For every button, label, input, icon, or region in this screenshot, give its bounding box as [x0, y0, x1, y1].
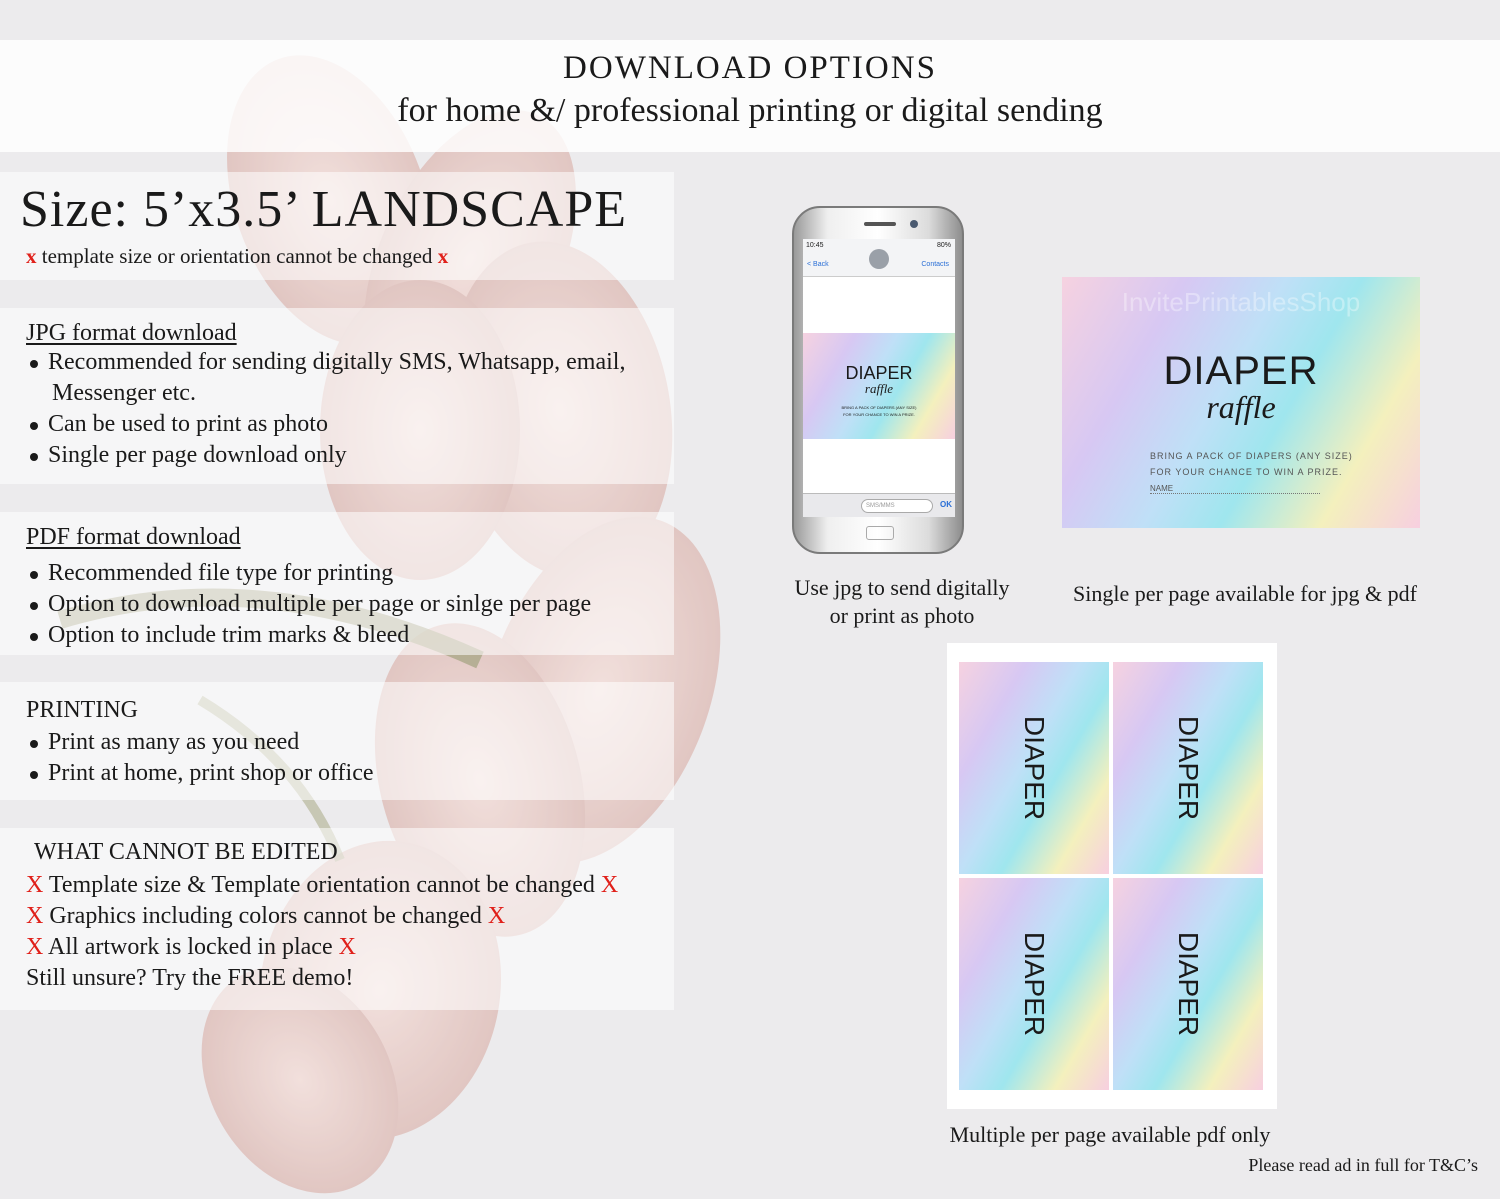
list-item: Recommended for sending digitally SMS, Whatsapp, email, [26, 347, 674, 378]
size-panel [0, 172, 674, 280]
list-item: Can be used to print as photo [26, 409, 674, 440]
phone-screen [803, 239, 955, 517]
x-mark: X [26, 934, 44, 960]
list-item-text: All artwork is locked in place [48, 934, 333, 960]
phone-caption-line: or print as photo [829, 603, 975, 628]
card-line: FOR YOUR CHANCE TO WIN A PRIZE. [1150, 467, 1343, 477]
x-mark: X [338, 934, 356, 960]
jpg-panel [0, 308, 674, 484]
sheet-card-title: DIAPER [1019, 931, 1050, 1037]
x-mark: x [437, 244, 449, 268]
phone-battery: 80% [936, 242, 951, 249]
cannot-edit-list [26, 870, 674, 994]
sheet-card [1113, 878, 1263, 1090]
size-note [26, 244, 448, 269]
list-item: Single per page download only [26, 440, 674, 471]
phone-status-bar [803, 239, 955, 277]
x-mark: X [600, 872, 619, 898]
card-name-field: NAME [1150, 484, 1320, 494]
card-line: BRING A PACK OF DIAPERS (ANY SIZE) [1150, 451, 1353, 461]
jpg-heading: JPG format download [26, 320, 237, 346]
cannot-edit-panel [0, 828, 674, 1010]
phone-caption-line: Use jpg to send digitally [794, 575, 1010, 600]
sheet-card [1113, 662, 1263, 874]
demo-note: Still unsure? Try the FREE demo! [26, 965, 354, 991]
printing-heading: PRINTING [26, 697, 138, 723]
list-item: Print as many as you need [26, 727, 674, 758]
phone-mockup [792, 206, 964, 554]
list-item [26, 932, 674, 963]
page-title: DOWNLOAD OPTIONS [563, 50, 937, 86]
sheet-card-title: DIAPER [1173, 931, 1204, 1037]
size-note-text: template size or orientation cannot be changed [41, 244, 433, 268]
send-ok-button[interactable]: OK [940, 500, 952, 509]
x-mark: x [26, 244, 37, 268]
preview-script: raffle [864, 381, 894, 396]
sms-input-bar [803, 493, 955, 517]
list-item: Option to include trim marks & bleed [26, 620, 674, 651]
single-caption: Single per page available for jpg & pdf [1073, 581, 1417, 606]
list-item [26, 901, 674, 932]
contact-avatar [869, 249, 889, 269]
list-item [26, 870, 674, 901]
contacts-link[interactable]: Contacts [921, 261, 949, 268]
list-item-continuation: Messenger etc. [52, 380, 196, 406]
jpg-list [26, 347, 674, 471]
preview-line: FOR YOUR CHANCE TO WIN A PRIZE. [843, 412, 915, 417]
sheet-card [959, 662, 1109, 874]
sms-input[interactable]: SMS/MMS [861, 499, 933, 513]
list-item-text: Template size & Template orientation cannot be changed [48, 872, 595, 898]
list-item: Print at home, print shop or office [26, 758, 674, 789]
phone-speaker [864, 222, 896, 226]
printing-list [26, 727, 674, 789]
page-subtitle: for home &/ professional printing or digital sending [397, 92, 1103, 129]
terms-footer: Please read ad in full for T&C’s [1248, 1155, 1478, 1175]
size-title: Size: 5’x3.5’ LANDSCAPE [20, 181, 628, 238]
x-mark: X [26, 872, 44, 898]
list-item-text: Graphics including colors cannot be changed [49, 903, 482, 929]
cannot-edit-heading: WHAT CANNOT BE EDITED [34, 839, 338, 865]
preview-line: BRING A PACK OF DIAPERS (ANY SIZE) [841, 405, 917, 410]
watermark: InvitePrintablesShop [1121, 287, 1361, 317]
list-item: Option to download multiple per page or sinlge per page [26, 589, 674, 620]
phone-time: 10:45 [806, 242, 824, 249]
header-banner [0, 40, 1500, 152]
preview-title: DIAPER [845, 363, 913, 383]
x-mark: X [26, 903, 44, 929]
pdf-list [26, 558, 674, 651]
sheet-card-title: DIAPER [1173, 715, 1204, 821]
home-button-icon [866, 526, 894, 540]
phone-camera [910, 220, 918, 228]
sheet-card-title: DIAPER [1019, 715, 1050, 821]
x-mark: X [487, 903, 506, 929]
single-card-preview [1062, 277, 1420, 528]
phone-card-preview [803, 333, 955, 439]
multiple-caption: Multiple per page available pdf only [949, 1122, 1271, 1147]
pdf-heading: PDF format download [26, 524, 241, 550]
pdf-panel [0, 512, 674, 655]
sheet-card [959, 878, 1109, 1090]
list-item: Recommended file type for printing [26, 558, 674, 589]
multi-card-sheet [947, 643, 1277, 1109]
card-title: DIAPER [1163, 349, 1319, 393]
back-link[interactable]: < Back [807, 261, 829, 268]
printing-panel [0, 682, 674, 800]
phone-caption [752, 574, 1052, 630]
card-script: raffle [1206, 389, 1276, 425]
